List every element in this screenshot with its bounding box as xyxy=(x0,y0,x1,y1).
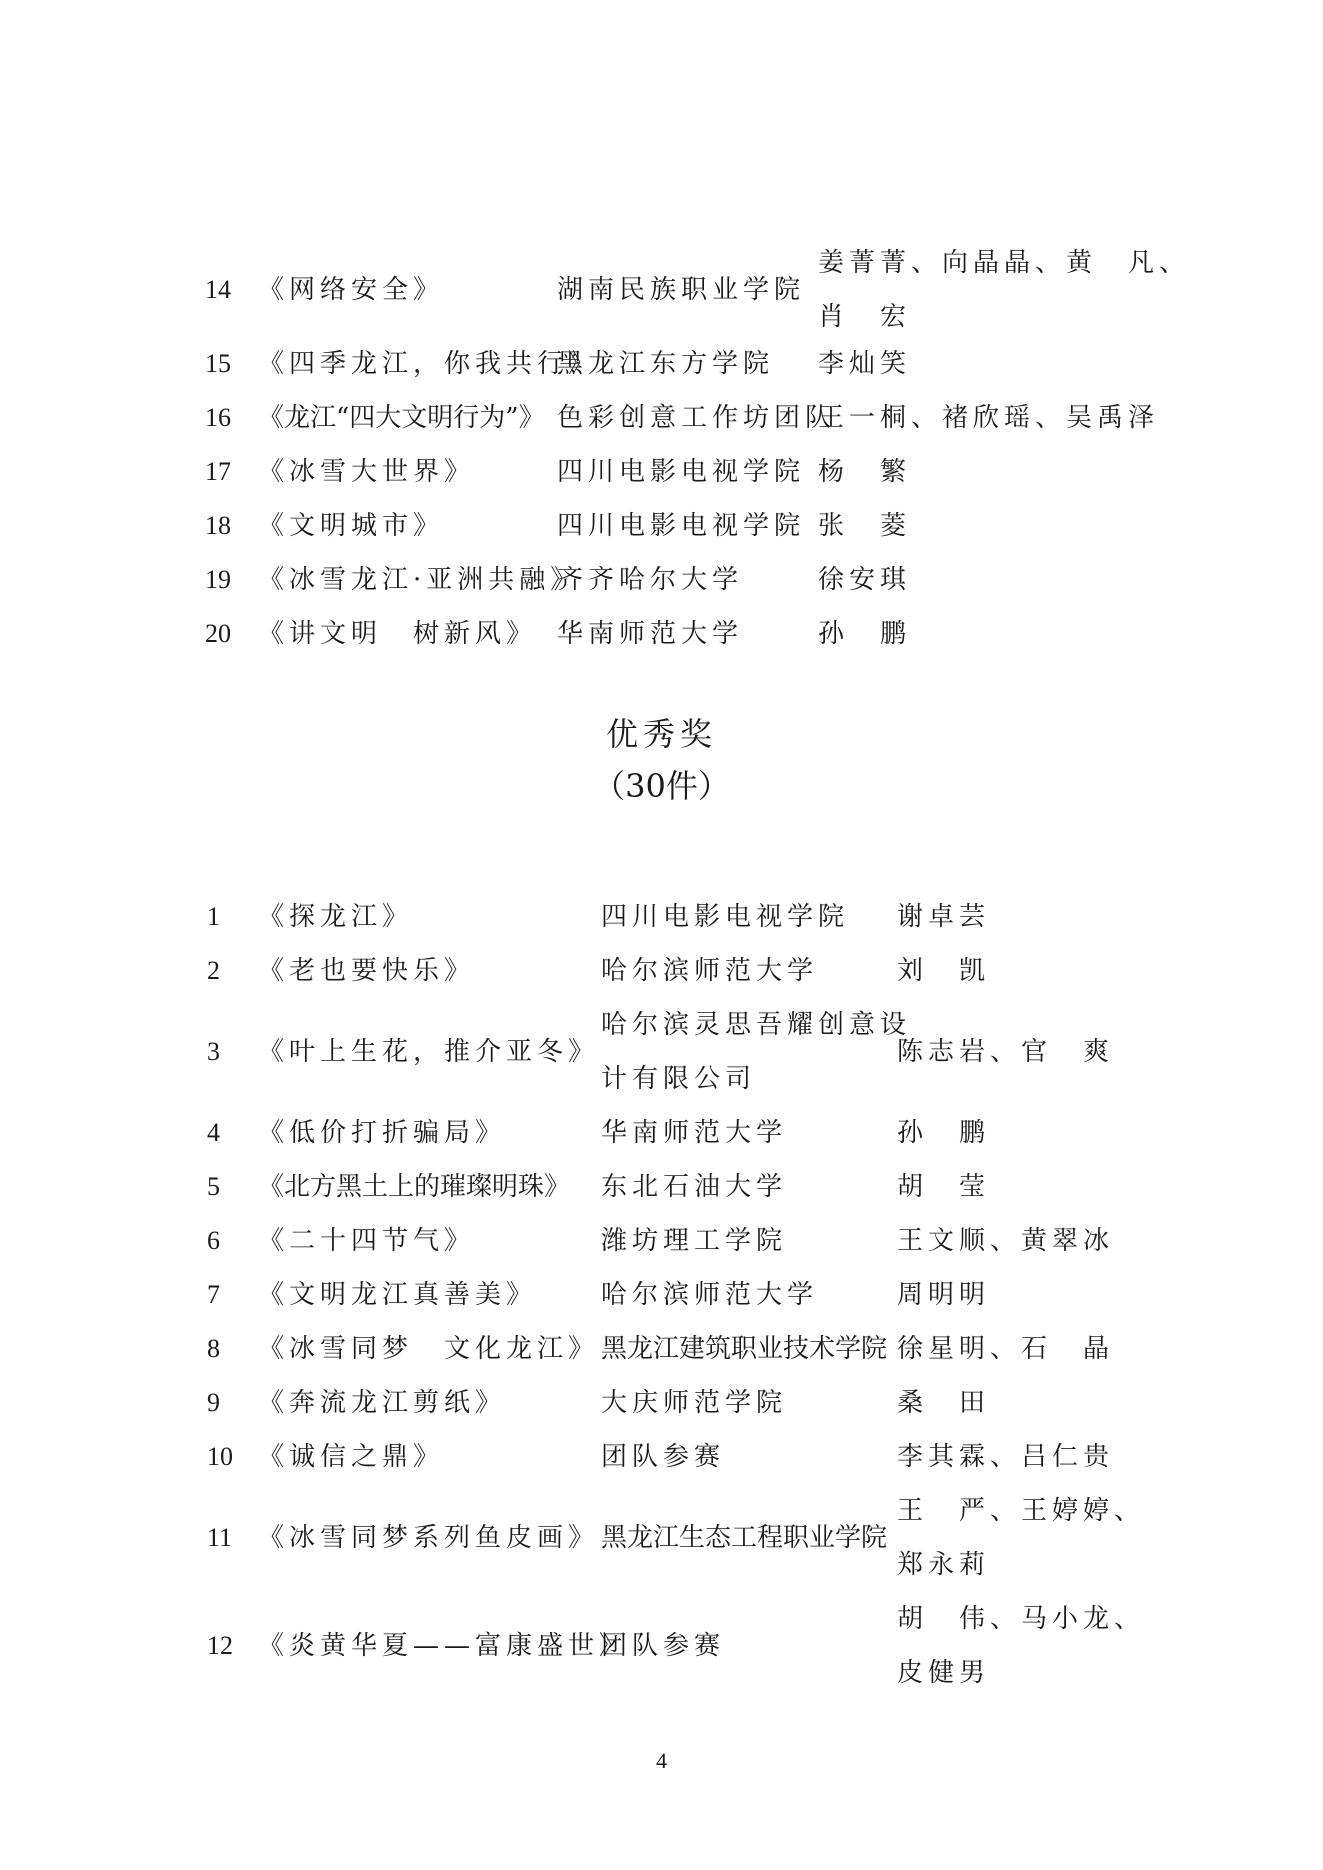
entry-title: 《诚信之鼎》 xyxy=(258,1442,445,1472)
award-count: （30件） xyxy=(593,767,730,805)
entry-organization: 齐齐哈尔大学 xyxy=(557,565,744,595)
entry-authors: 王一桐、褚欣瑶、吴禹泽 xyxy=(818,403,1160,433)
entry-number: 9 xyxy=(207,1388,220,1417)
entry-organization: 黑龙江东方学院 xyxy=(557,349,775,379)
entry-organization: 潍坊理工学院 xyxy=(601,1226,788,1256)
entry-organization: 哈尔滨师范大学 xyxy=(601,1280,819,1310)
entry-title: 《炎黄华夏——富康盛世》 xyxy=(258,1631,631,1661)
entry-title: 《文明龙江真善美》 xyxy=(258,1280,538,1310)
entry-number: 19 xyxy=(205,565,231,594)
entry-title: 《冰雪同梦 文化龙江》 xyxy=(258,1334,600,1364)
entry-number: 17 xyxy=(205,457,231,486)
entry-title: 《北方黑土上的璀璨明珠》 xyxy=(258,1172,571,1202)
entry-number: 20 xyxy=(205,619,231,648)
entry-authors: 周明明 xyxy=(897,1280,991,1310)
entry-title: 《二十四节气》 xyxy=(258,1226,476,1256)
entry-organization: 大庆师范学院 xyxy=(601,1388,788,1418)
entry-number: 1 xyxy=(207,902,220,931)
entry-number: 7 xyxy=(207,1280,220,1309)
entry-number: 5 xyxy=(207,1172,220,1201)
entry-organization: 东北石油大学 xyxy=(601,1172,788,1202)
entry-organization: 四川电影电视学院 xyxy=(557,511,806,541)
entry-authors: 孙 鹏 xyxy=(818,619,912,649)
entry-title: 《低价打折骗局》 xyxy=(258,1118,507,1148)
entry-title: 《龙江“四大文明行为”》 xyxy=(258,403,545,433)
entry-authors: 姜菁菁、向晶晶、黄 凡、 xyxy=(818,248,1191,278)
entry-organization: 哈尔滨师范大学 xyxy=(601,956,819,986)
entry-authors: 张 菱 xyxy=(818,511,912,541)
entry-number: 8 xyxy=(207,1334,220,1363)
entry-organization: 色彩创意工作坊团队 xyxy=(557,403,837,433)
entry-title: 《讲文明 树新风》 xyxy=(258,619,538,649)
entry-organization: 哈尔滨灵思吾耀创意设 xyxy=(601,1010,912,1040)
entry-number: 2 xyxy=(207,956,220,985)
entry-number: 15 xyxy=(205,349,231,378)
entry-organization: 四川电影电视学院 xyxy=(601,902,850,932)
entry-organization: 团队参赛 xyxy=(601,1631,726,1661)
entry-organization: 黑龙江生态工程职业学院 xyxy=(601,1523,888,1553)
entry-title: 《冰雪龙江·亚洲共融》 xyxy=(258,565,582,595)
entry-organization: 四川电影电视学院 xyxy=(557,457,806,487)
entry-authors: 孙 鹏 xyxy=(897,1118,991,1148)
entry-number: 18 xyxy=(205,511,231,540)
entry-authors: 桑 田 xyxy=(897,1388,991,1418)
award-title: 优秀奖 xyxy=(605,715,717,753)
entry-number: 11 xyxy=(207,1523,233,1552)
entry-authors: 王文顺、黄翠冰 xyxy=(897,1226,1115,1256)
entry-title: 《叶上生花，推介亚冬》 xyxy=(258,1037,600,1067)
entry-authors: 陈志岩、官 爽 xyxy=(897,1037,1115,1067)
entry-number: 4 xyxy=(207,1118,220,1147)
entry-title: 《四季龙江，你我共行》 xyxy=(258,349,600,379)
entry-title: 《老也要快乐》 xyxy=(258,956,476,986)
entry-organization: 华南师范大学 xyxy=(557,619,744,649)
entry-number: 3 xyxy=(207,1037,220,1066)
entry-organization: 计有限公司 xyxy=(601,1064,757,1094)
entry-authors: 徐星明、石 晶 xyxy=(897,1334,1115,1364)
entry-authors: 皮健男 xyxy=(897,1658,991,1688)
entry-organization: 团队参赛 xyxy=(601,1442,726,1472)
entry-number: 6 xyxy=(207,1226,220,1255)
entry-title: 《文明城市》 xyxy=(258,511,445,541)
entry-authors: 徐安琪 xyxy=(818,565,912,595)
entry-number: 14 xyxy=(205,275,231,304)
entry-title: 《冰雪同梦系列鱼皮画》 xyxy=(258,1523,600,1553)
entry-title: 《奔流龙江剪纸》 xyxy=(258,1388,507,1418)
entry-authors: 肖 宏 xyxy=(818,302,912,332)
entry-authors: 胡 莹 xyxy=(897,1172,991,1202)
entry-authors: 李灿笑 xyxy=(818,349,912,379)
entry-title: 《网络安全》 xyxy=(258,275,445,305)
entry-title: 《冰雪大世界》 xyxy=(258,457,476,487)
entry-number: 16 xyxy=(205,403,231,432)
entry-title: 《探龙江》 xyxy=(258,902,414,932)
page-number: 4 xyxy=(656,1748,667,1773)
entry-authors: 杨 繁 xyxy=(818,457,912,487)
entry-authors: 谢卓芸 xyxy=(897,902,991,932)
entry-authors: 刘 凯 xyxy=(897,956,991,986)
entry-number: 12 xyxy=(207,1631,233,1660)
entry-authors: 王 严、王婷婷、 xyxy=(897,1496,1146,1526)
entry-organization: 华南师范大学 xyxy=(601,1118,788,1148)
entry-organization: 湖南民族职业学院 xyxy=(557,275,806,305)
entry-authors: 胡 伟、马小龙、 xyxy=(897,1604,1146,1634)
entry-organization: 黑龙江建筑职业技术学院 xyxy=(601,1334,888,1364)
entry-authors: 郑永莉 xyxy=(897,1550,991,1580)
entry-authors: 李其霖、吕仁贵 xyxy=(897,1442,1115,1472)
entry-number: 10 xyxy=(207,1442,233,1471)
